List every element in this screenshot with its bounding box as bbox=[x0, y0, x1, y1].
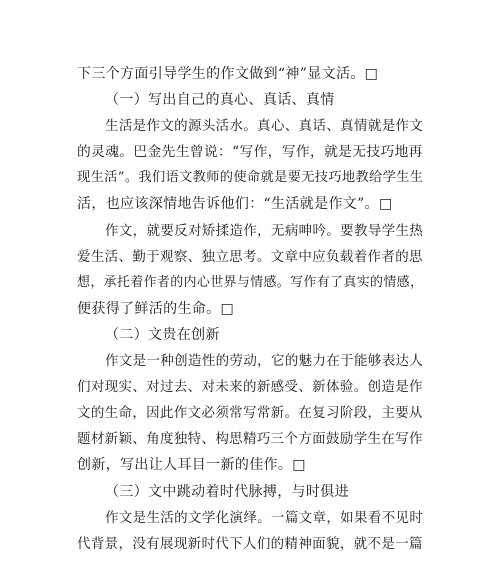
section-heading: （二）文贵在创新 bbox=[105, 326, 220, 343]
text-line: 下三个方面引导学生的作文做到“神”显文活。□ bbox=[77, 66, 379, 82]
text-line: 代背景，没有展现新时代下人们的精神面貌，就不是一篇 bbox=[77, 535, 423, 552]
text-line: 文的生命，因此作文必须常写常新。在复习阶段，主要从 bbox=[77, 405, 423, 422]
section-heading: （三）文中跳动着时代脉搏，与时俱进 bbox=[105, 483, 349, 500]
document-body bbox=[77, 61, 423, 557]
text-line: 爱生活、勤于观察、独立思考。文章中应负载着作者的思 bbox=[77, 248, 423, 265]
text-line: 们对现实、对过去、对未来的新感受、新体验。创造是作 bbox=[77, 379, 423, 396]
text-line: 想，承托着作者的内心世界与情感。写作有了真实的情感， bbox=[77, 274, 424, 290]
text-line: 的灵魂。巴金先生曾说：“写作，写作，就是无技巧地再 bbox=[77, 144, 423, 161]
text-line: 活，也应该深情地告诉他们：“生活就是作文”。□ bbox=[77, 196, 393, 213]
text-line: 作文，就要反对矫揉造作，无病呻吟。要教导学生热 bbox=[105, 222, 424, 239]
text-line: 题材新颖、角度独特、构思精巧三个方面鼓励学生在写作 bbox=[77, 431, 423, 448]
text-line: 作文是一种创造性的劳动，它的魅力在于能够表达人 bbox=[105, 353, 424, 370]
text-line: 创新，写出让人耳目一新的佳作。□ bbox=[77, 457, 306, 474]
text-line: 现生活”。我们语文教师的使命就是要无技巧地教给学生生 bbox=[77, 170, 424, 186]
text-line: 生活是作文的源头活水。真心、真话、真情就是作文 bbox=[105, 118, 424, 135]
section-heading: （一）写出自己的真心、真话、真情 bbox=[105, 92, 335, 109]
text-line: 作文是生活的文学化演绎。一篇文章，如果看不见时 bbox=[105, 509, 424, 526]
text-line: 便获得了鲜活的生命。□ bbox=[77, 300, 235, 317]
